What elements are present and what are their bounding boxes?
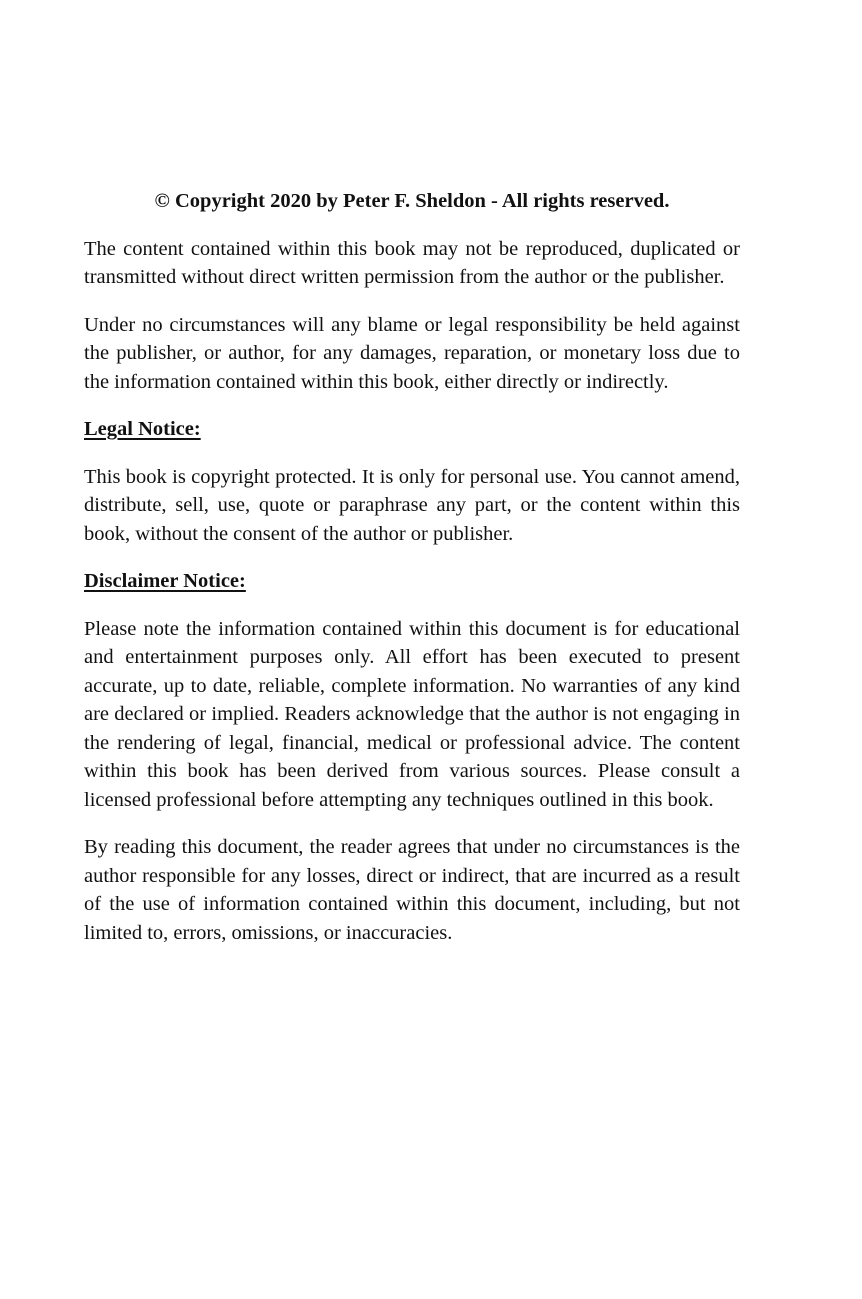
- disclaimer-notice-heading: Disclaimer Notice:: [84, 570, 246, 592]
- liability-paragraph: Under no circumstances will any blame or legal responsibility be held against the publisher, or author, for any damages, reparation, or monetary loss due to the information contained within this book, either directly or indirectly.: [84, 313, 740, 393]
- reproduction-paragraph: The content contained within this book may not be reproduced, duplicated or transmitted without direct written permission from the author or the publisher.: [84, 237, 740, 288]
- copyright-line: © Copyright 2020 by Peter F. Sheldon - All rights reserved.: [154, 190, 670, 212]
- copyright-page: [84, 187, 740, 966]
- legal-notice-heading: Legal Notice:: [84, 418, 201, 440]
- agreement-paragraph: By reading this document, the reader agrees that under no circumstances is the author responsible for any losses, direct or indirect, that are incurred as a result of the use of information contained within this document, including, but not limited to, errors, omissions, or inaccuracies.: [84, 836, 740, 944]
- legal-notice-paragraph: This book is copyright protected. It is only for personal use. You cannot amend, distribute, sell, use, quote or paraphrase any part, or the content within this book, without the consent of the author or publisher.: [84, 465, 740, 545]
- disclaimer-paragraph: Please note the information contained within this document is for educational and entertainment purposes only. All effort has been executed to present accurate, up to date, reliable, complete information. No warranties of any kind are declared or implied. Readers acknowledge that the author is not engaging in the rendering of legal, financial, medical or professional advice. The content within this book has been derived from various sources. Please consult a licensed professional before attempting any techniques outlined in this book.: [84, 617, 740, 811]
